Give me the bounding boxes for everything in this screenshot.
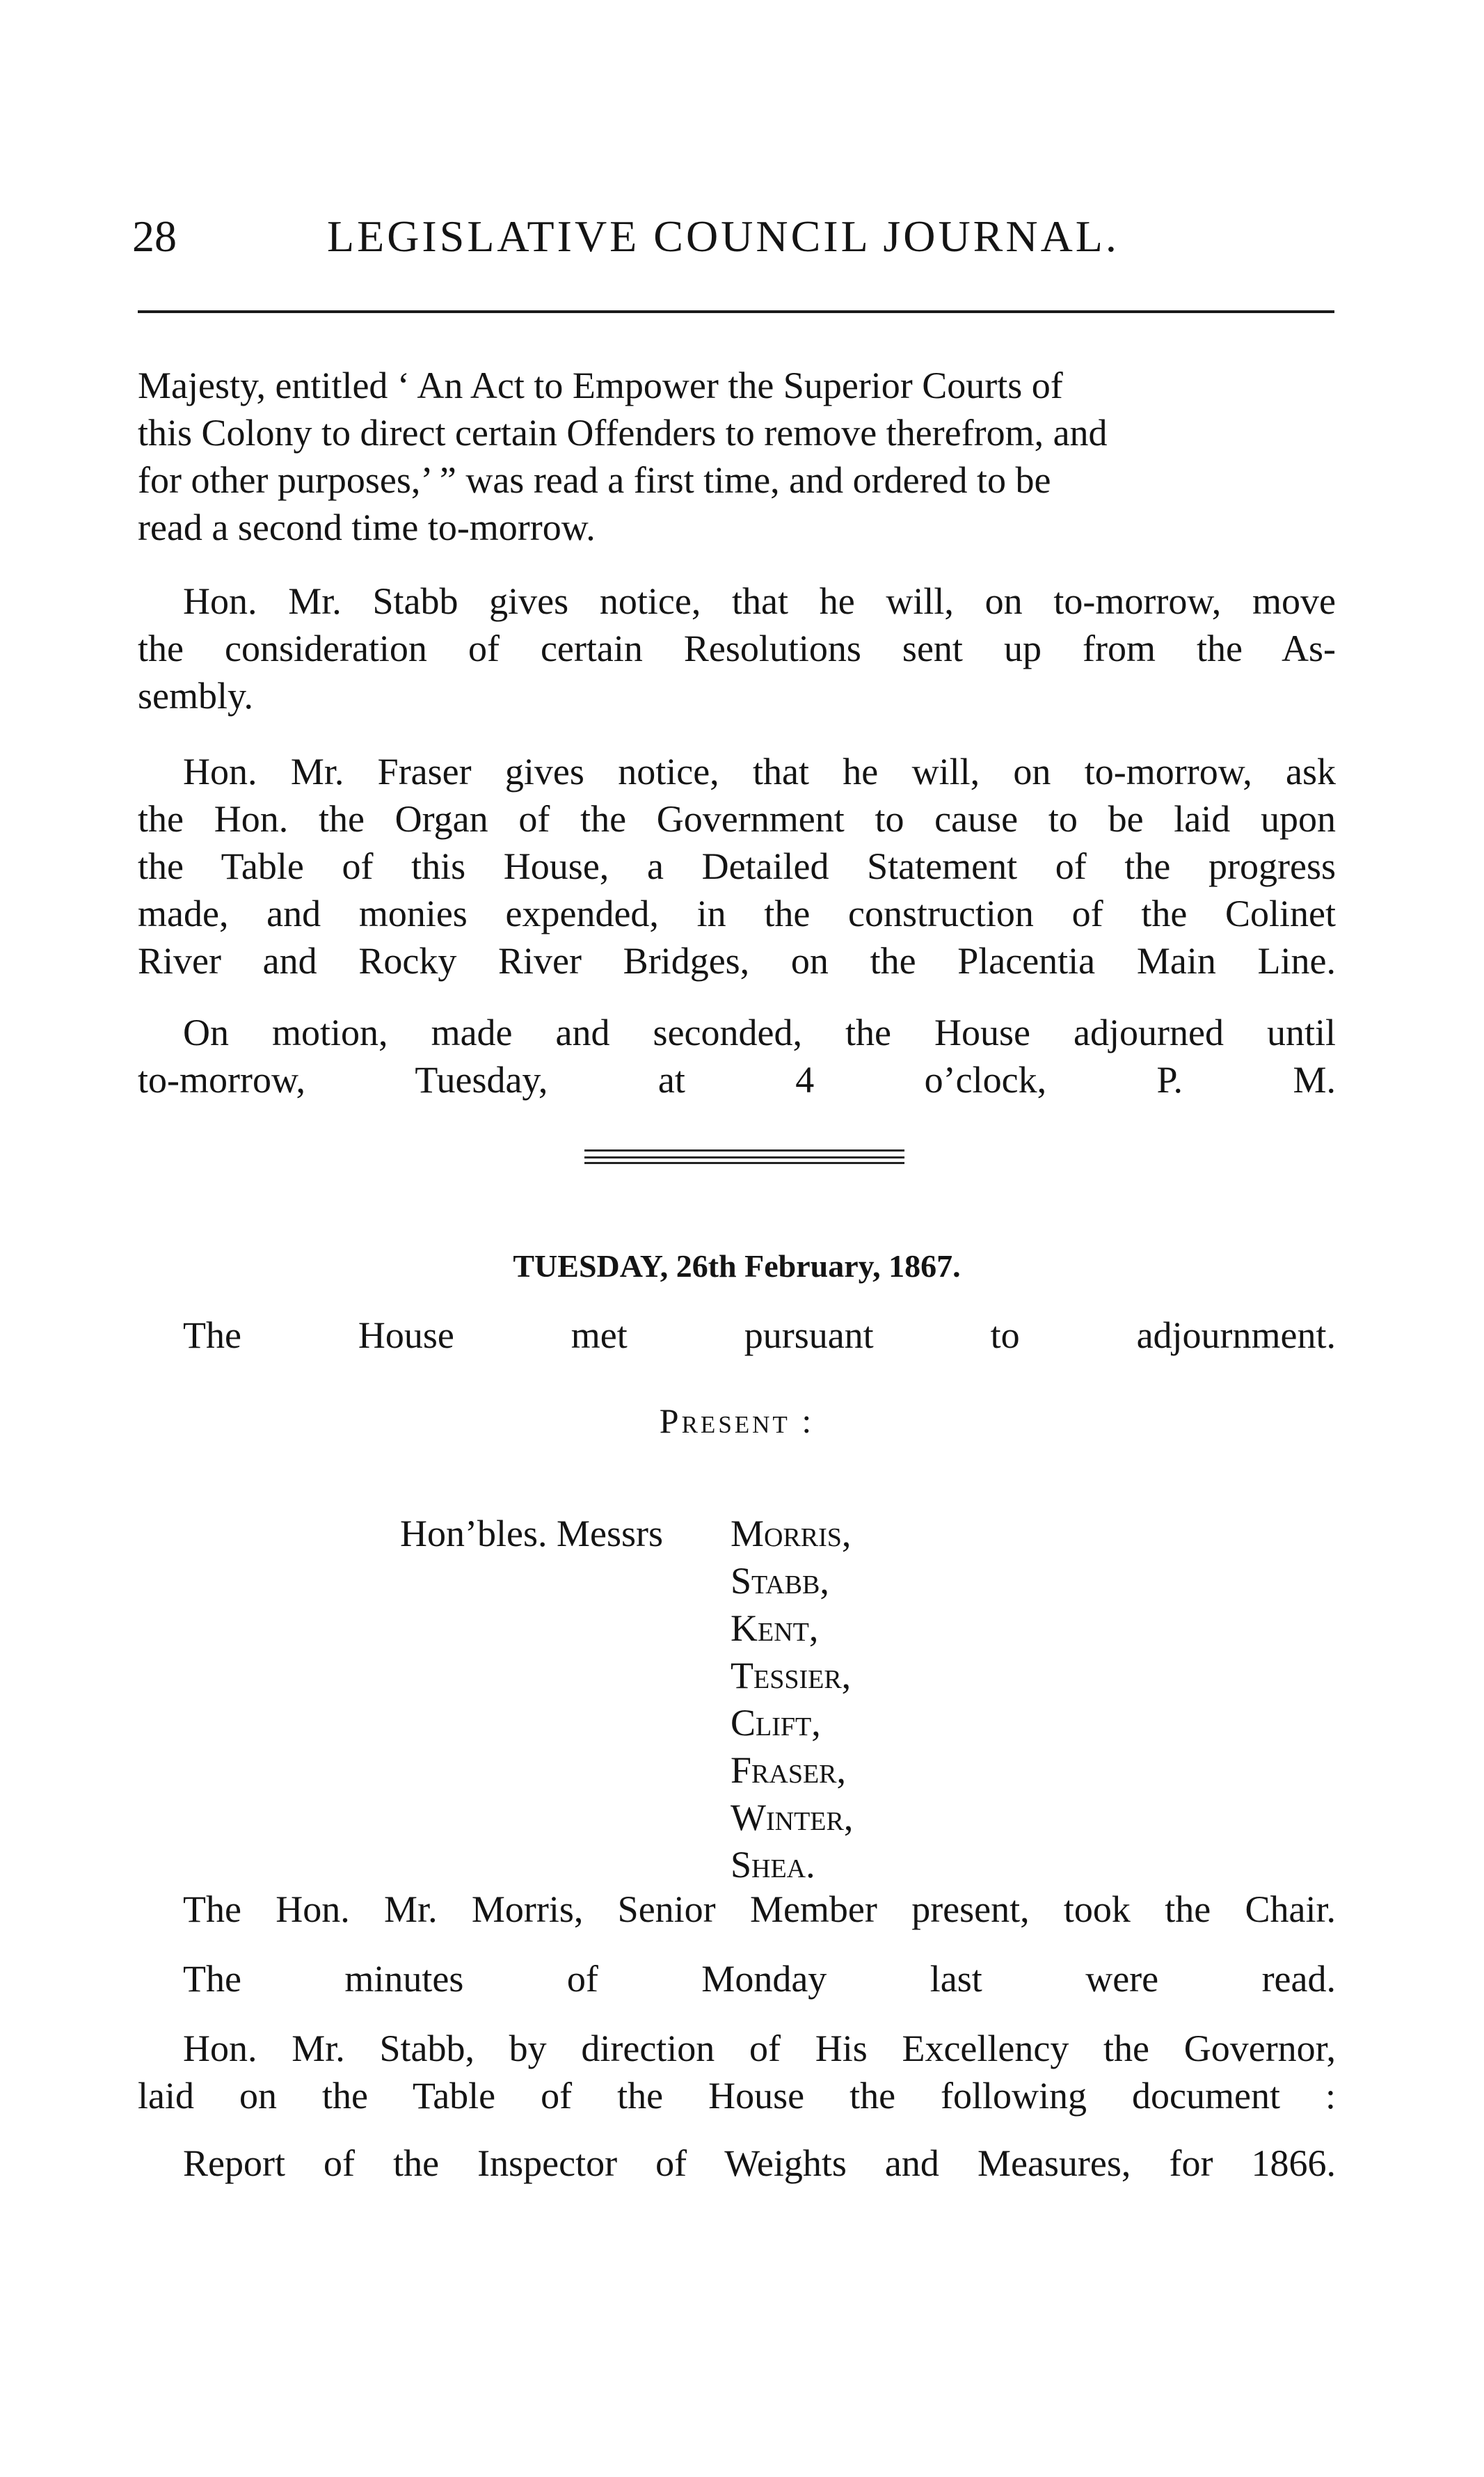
member-name: Winter, [731,1797,854,1838]
paragraph-house-met [138,1312,1336,1359]
members-lead: Hon’bles. Messrs [400,1513,663,1554]
text-line: the Hon. the Organ of the Government to cause to be laid upon [138,798,1336,840]
member-name: Shea. [731,1844,815,1886]
text-line: River and Rocky River Bridges, on the Placentia Main Line. [138,940,1336,982]
member-name: Clift, [731,1702,821,1744]
paragraph-minutes [138,1955,1336,2002]
sitting-date-heading: TUESDAY, 26th February, 1867. [513,1248,961,1284]
text-line: Hon. Mr. Fraser gives notice, that he will, on to-morrow, ask [183,751,1336,793]
text-line: The Hon. Mr. Morris, Senior Member present, took the Chair. [183,1888,1336,1930]
members-list [731,1510,853,1888]
section-divider [584,1148,904,1165]
member-name: Stabb, [731,1560,829,1602]
text-line: Report of the Inspector of Weights and Measures, for 1866. [183,2142,1336,2184]
present-heading: Present : [659,1401,815,1440]
running-title: LEGISLATIVE COUNCIL JOURNAL. [327,212,1119,261]
text-line: this Colony to direct certain Offenders to remove therefrom, and [138,412,1108,454]
member-name: Morris, [731,1513,852,1554]
text-line: The minutes of Monday last were read. [183,1958,1336,2000]
member-name: Fraser, [731,1749,847,1791]
paragraph-chair [138,1886,1336,1933]
paragraph-adjournment [138,1009,1336,1104]
text-line: Majesty, entitled ‘ An Act to Empower the Superior Courts of [138,365,1063,406]
text-line: The House met pursuant to adjournment. [183,1314,1336,1356]
page-header [132,209,1336,264]
paragraph-document-intro [138,2025,1336,2119]
text-line: for other purposes,’ ” was read a first time, and ordered to be [138,459,1051,501]
member-name: Tessier, [731,1655,852,1696]
paragraph-fraser-notice [138,748,1336,985]
paragraph-stabb-notice [138,578,1336,719]
paragraph-act-reading [138,362,1336,551]
text-line: the Table of this House, a Detailed Statement of the progress [138,845,1336,887]
text-line: to-morrow, Tuesday, at 4 o’clock, P. M. [138,1059,1336,1101]
text-line: Hon. Mr. Stabb gives notice, that he will, on to-morrow, move [183,580,1336,622]
header-rule [138,310,1334,313]
member-name: Kent, [731,1607,819,1649]
paragraph-report-title [138,2140,1336,2187]
text-line: made, and monies expended, in the construction of the Colinet [138,893,1336,934]
page-number: 28 [132,212,177,261]
text-line: laid on the Table of the House the following document : [138,2075,1336,2117]
text-line: the consideration of certain Resolutions sent up from the As- [138,628,1336,669]
text-line: Hon. Mr. Stabb, by direction of His Excellency the Governor, [183,2028,1336,2069]
text-line: read a second time to-morrow. [138,507,596,548]
text-line: On motion, made and seconded, the House adjourned until [183,1012,1336,1053]
text-line: sembly. [138,675,253,717]
